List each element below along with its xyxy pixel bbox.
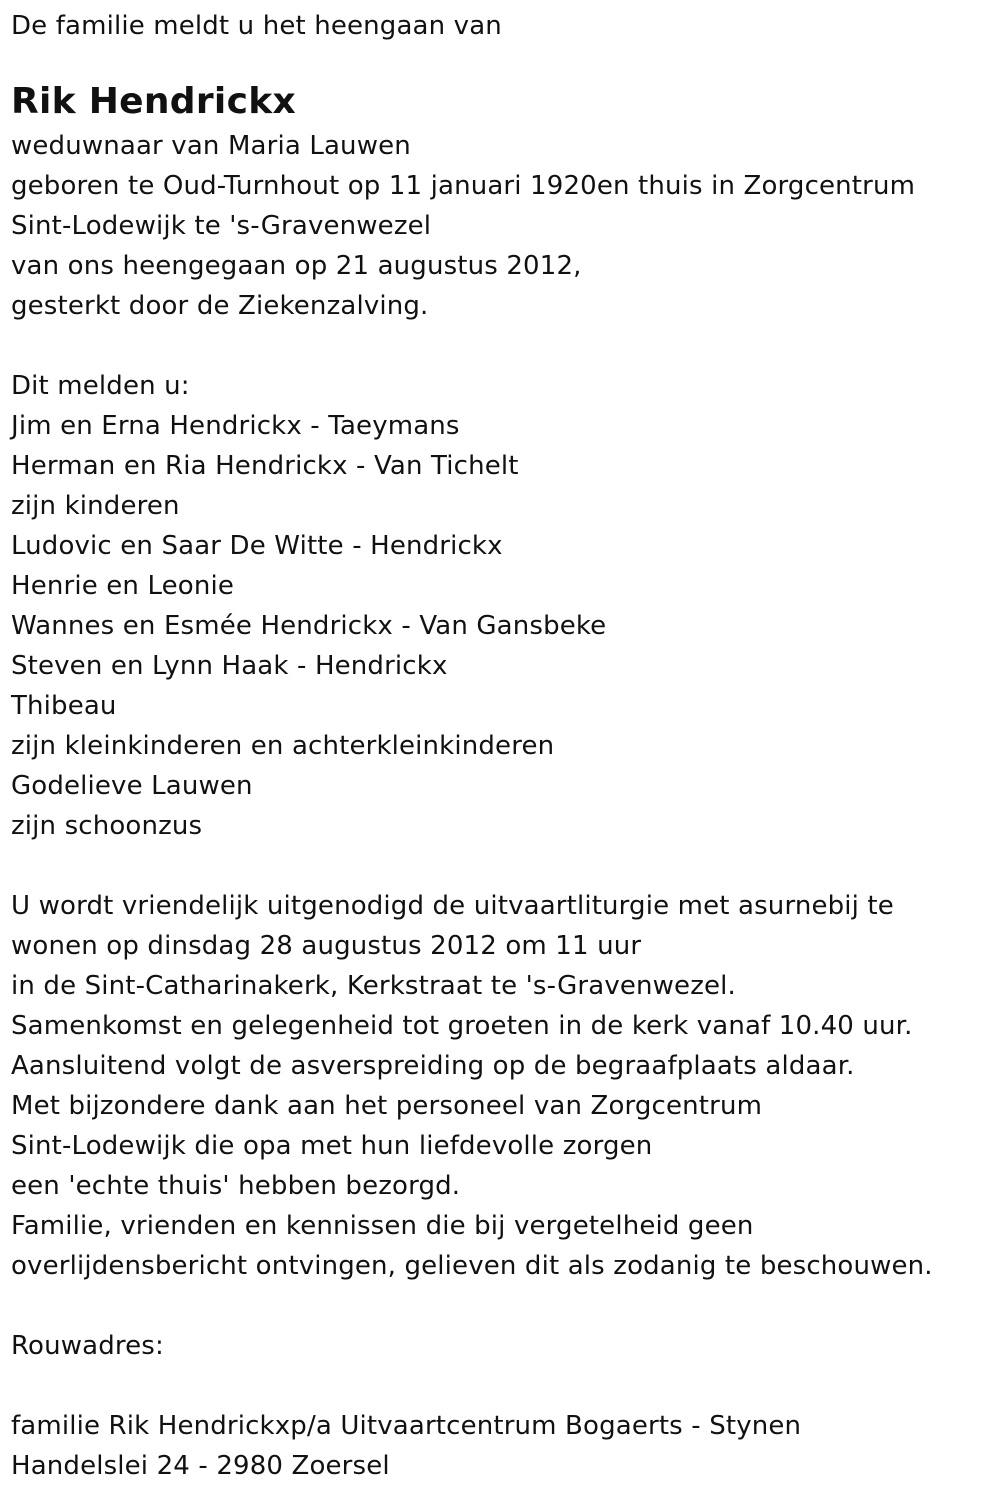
spacer — [11, 1286, 986, 1326]
ceremony-line: wonen op dinsdag 28 augustus 2012 om 11 uur — [11, 931, 642, 961]
detail-line: van ons heengegaan op 21 augustus 2012, — [11, 251, 582, 281]
spacer — [11, 846, 986, 886]
deceased-details — [11, 126, 986, 326]
family-section — [11, 366, 986, 846]
detail-line: Sint-Lodewijk te 's-Gravenwezel — [11, 211, 432, 241]
family-line: zijn kleinkinderen en achterkleinkinderen — [11, 731, 555, 761]
spacer — [11, 326, 986, 366]
ceremony-line: Samenkomst en gelegenheid tot groeten in de kerk vanaf 10.40 uur. — [11, 1011, 913, 1041]
address-heading: Rouwadres: — [11, 1331, 164, 1361]
family-heading: Dit melden u: — [11, 371, 190, 401]
ceremony-line: overlijdensbericht ontvingen, gelieven dit als zodanig te beschouwen. — [11, 1251, 933, 1281]
intro-text: De familie meldt u het heengaan van — [11, 11, 502, 41]
family-line: Ludovic en Saar De Witte - Hendrickx — [11, 531, 503, 561]
ceremony-line: Sint-Lodewijk die opa met hun liefdevolle zorgen — [11, 1131, 653, 1161]
family-line: Steven en Lynn Haak - Hendrickx — [11, 651, 448, 681]
family-line: Herman en Ria Hendrickx - Van Tichelt — [11, 451, 519, 481]
spacer — [11, 1366, 986, 1406]
ceremony-line: Met bijzondere dank aan het personeel van Zorgcentrum — [11, 1091, 763, 1121]
family-line: Jim en Erna Hendrickx - Taeymans — [11, 411, 460, 441]
ceremony-line: Familie, vrienden en kennissen die bij vergetelheid geen — [11, 1211, 754, 1241]
ceremony-line: U wordt vriendelijk uitgenodigd de uitvaartliturgie met asurnebij te — [11, 891, 894, 921]
detail-line: weduwnaar van Maria Lauwen — [11, 131, 411, 161]
address-section — [11, 1326, 986, 1486]
family-line: zijn kinderen — [11, 491, 180, 521]
ceremony-line: in de Sint-Catharinakerk, Kerkstraat te 's-Gravenwezel. — [11, 971, 736, 1001]
detail-line: gesterkt door de Ziekenzalving. — [11, 291, 429, 321]
ceremony-section — [11, 886, 986, 1286]
family-line: Godelieve Lauwen — [11, 771, 253, 801]
ceremony-line: een 'echte thuis' hebben bezorgd. — [11, 1171, 461, 1201]
deceased-name: Rik Hendrickx — [11, 81, 296, 122]
family-line: Wannes en Esmée Hendrickx - Van Gansbeke — [11, 611, 607, 641]
ceremony-line: Aansluitend volgt de asverspreiding op de begraafplaats aldaar. — [11, 1051, 855, 1081]
family-line: zijn schoonzus — [11, 811, 203, 841]
family-line: Henrie en Leonie — [11, 571, 234, 601]
detail-line: geboren te Oud-Turnhout op 11 januari 1920en thuis in Zorgcentrum — [11, 171, 916, 201]
obituary-notice — [11, 6, 986, 1486]
address-line: Handelslei 24 - 2980 Zoersel — [11, 1451, 390, 1481]
address-line: familie Rik Hendrickxp/a Uitvaartcentrum Bogaerts - Stynen — [11, 1411, 802, 1441]
family-line: Thibeau — [11, 691, 117, 721]
